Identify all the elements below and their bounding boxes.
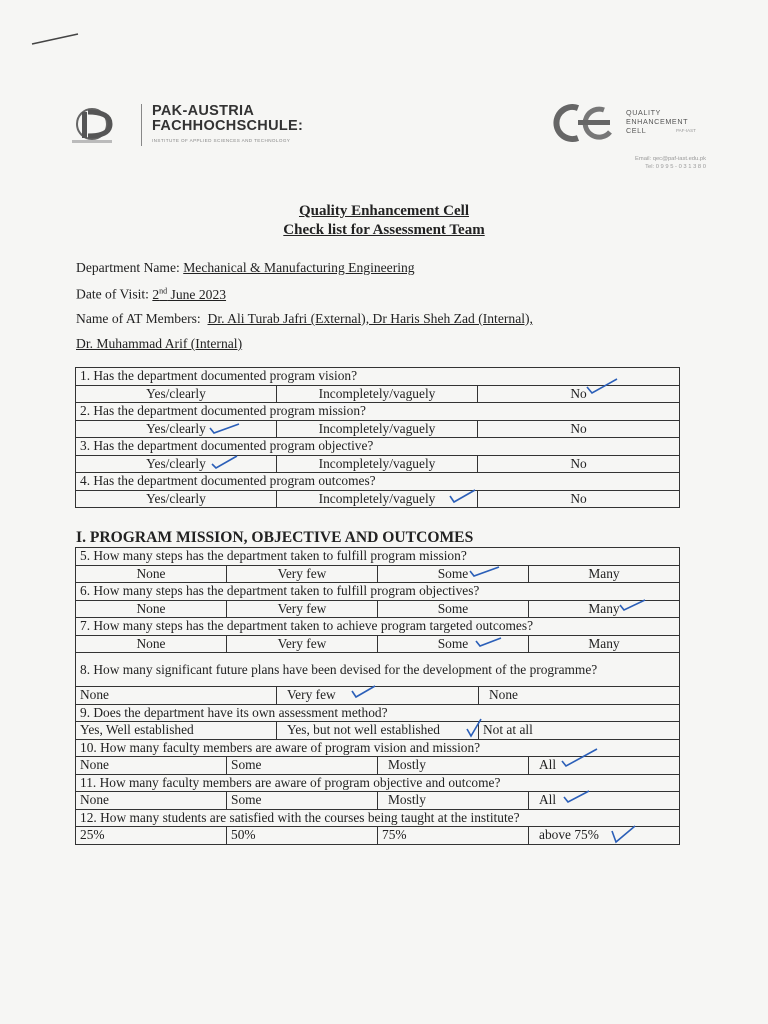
document-title: Quality Enhancement Cell <box>298 203 469 219</box>
options-row <box>76 420 680 438</box>
option-cell[interactable]: Incompletely/vaguely <box>277 420 478 438</box>
option-cell[interactable]: Incompletely/vaguely <box>277 455 478 473</box>
option-cell[interactable]: None <box>76 792 227 810</box>
question-row <box>76 739 680 757</box>
question-row <box>76 473 680 491</box>
option-cell[interactable]: Some <box>378 600 529 618</box>
question-row <box>76 809 680 827</box>
university-subtitle: INSTITUTE OF APPLIED SCIENCES AND TECHNOLOGY <box>152 138 291 143</box>
department-label: Department Name: <box>76 260 180 275</box>
option-cell[interactable]: Yes, Well established <box>76 722 277 740</box>
qec-tag: PAF-IAST <box>676 128 696 133</box>
document-subtitle: Check list for Assessment Team <box>283 222 485 238</box>
question-5: 5. How many steps has the department taken to fulfill program mission? <box>76 548 680 566</box>
department-field <box>76 260 415 276</box>
option-cell[interactable]: Yes/clearly <box>76 455 277 473</box>
checklist-table-vision <box>75 367 680 508</box>
option-cell[interactable]: None <box>76 600 227 618</box>
options-row <box>76 455 680 473</box>
option-cell[interactable]: Some <box>378 635 529 653</box>
option-cell[interactable]: All <box>529 757 680 775</box>
department-value: Mechanical & Manufacturing Engineering <box>183 260 415 275</box>
university-logo-icon <box>70 104 134 148</box>
options-row <box>76 565 680 583</box>
option-cell[interactable]: No <box>478 490 680 508</box>
option-cell[interactable]: None <box>76 687 277 705</box>
university-name-line1: PAK-AUSTRIA <box>152 103 255 119</box>
option-cell[interactable]: Incompletely/vaguely <box>277 385 478 403</box>
qec-line1: QUALITY <box>626 108 661 117</box>
option-cell[interactable]: None <box>479 687 680 705</box>
question-9: 9. Does the department have its own assessment method? <box>76 704 680 722</box>
question-6: 6. How many steps has the department taken to fulfill program objectives? <box>76 583 680 601</box>
university-name-line2: FACHHOCHSCHULE: <box>152 118 304 134</box>
options-row <box>76 722 680 740</box>
question-row <box>76 618 680 636</box>
qec-line3: CELL <box>626 126 647 135</box>
options-row <box>76 490 680 508</box>
option-cell[interactable]: above 75% <box>529 827 680 845</box>
option-cell[interactable]: Yes/clearly <box>76 490 277 508</box>
option-cell[interactable]: Very few <box>227 600 378 618</box>
option-cell[interactable]: 75% <box>378 827 529 845</box>
members-line2: Dr. Muhammad Arif (Internal) <box>76 336 243 351</box>
option-cell[interactable]: Some <box>378 565 529 583</box>
date-rest: June 2023 <box>167 286 227 302</box>
options-row <box>76 385 680 403</box>
members-field <box>76 311 533 327</box>
option-cell[interactable]: None <box>76 757 227 775</box>
option-cell[interactable]: Many <box>529 600 680 618</box>
option-cell[interactable]: Not at all <box>479 722 680 740</box>
option-cell[interactable]: No <box>478 385 680 403</box>
option-cell[interactable]: 25% <box>76 827 227 845</box>
options-row <box>76 687 680 705</box>
date-field <box>76 286 226 303</box>
question-row <box>76 368 680 386</box>
pen-stroke-mark <box>28 30 88 50</box>
options-row <box>76 827 680 845</box>
date-label: Date of Visit: <box>76 286 149 302</box>
qec-logo-icon <box>548 104 622 142</box>
option-cell[interactable]: Yes/clearly <box>76 385 277 403</box>
option-cell[interactable]: Very few <box>277 687 479 705</box>
option-cell[interactable]: Very few <box>227 565 378 583</box>
date-suffix: nd <box>159 286 168 295</box>
qec-email: Email: qec@paf-iast.edu.pk <box>635 156 706 162</box>
options-row <box>76 792 680 810</box>
option-cell[interactable]: Very few <box>227 635 378 653</box>
question-4: 4. Has the department documented program outcomes? <box>76 473 680 491</box>
option-cell[interactable]: Yes/clearly <box>76 420 277 438</box>
option-cell[interactable]: None <box>76 565 227 583</box>
question-3: 3. Has the department documented program objective? <box>76 438 680 456</box>
university-name <box>152 104 303 134</box>
section-heading: I. PROGRAM MISSION, OBJECTIVE AND OUTCOMES <box>76 529 474 546</box>
question-row <box>76 438 680 456</box>
qec-line2: ENHANCEMENT <box>626 117 689 126</box>
option-cell[interactable]: No <box>478 420 680 438</box>
option-cell[interactable]: Some <box>227 757 378 775</box>
options-row <box>76 635 680 653</box>
option-cell[interactable]: All <box>529 792 680 810</box>
qec-contact <box>560 155 706 171</box>
question-8: 8. How many significant future plans have been devised for the development of the programme? <box>76 653 680 687</box>
date-value <box>152 287 226 302</box>
question-row <box>76 548 680 566</box>
members-field-cont <box>76 336 242 352</box>
option-cell[interactable]: Mostly <box>378 792 529 810</box>
date-day: 2 <box>152 286 160 302</box>
question-7: 7. How many steps has the department taken to achieve program targeted outcomes? <box>76 618 680 636</box>
options-row <box>76 600 680 618</box>
members-label: Name of AT Members: <box>76 311 201 326</box>
options-row <box>76 757 680 775</box>
option-cell[interactable]: Many <box>529 565 680 583</box>
question-11: 11. How many faculty members are aware of program objective and outcome? <box>76 774 680 792</box>
option-cell[interactable]: Some <box>227 792 378 810</box>
option-cell[interactable]: Many <box>529 635 680 653</box>
option-cell[interactable]: 50% <box>227 827 378 845</box>
question-row <box>76 774 680 792</box>
question-row <box>76 704 680 722</box>
question-row <box>76 653 680 687</box>
members-line1: Dr. Ali Turab Jafri (External), Dr Haris Sheh Zad (Internal), <box>207 311 533 326</box>
qec-phone: Tel: 0 9 9 5 - 0 3 1 3 8 0 <box>645 164 706 170</box>
question-12: 12. How many students are satisfied with the courses being taught at the institute? <box>76 809 680 827</box>
option-cell[interactable]: None <box>76 635 227 653</box>
question-row <box>76 403 680 421</box>
checklist-table-program <box>75 547 680 845</box>
header-divider <box>141 104 142 146</box>
option-cell[interactable]: Incompletely/vaguely <box>277 490 478 508</box>
question-1: 1. Has the department documented program vision? <box>76 368 680 386</box>
option-cell[interactable]: Yes, but not well established <box>277 722 479 740</box>
question-10: 10. How many faculty members are aware of program vision and mission? <box>76 739 680 757</box>
question-2: 2. Has the department documented program mission? <box>76 403 680 421</box>
option-cell[interactable]: No <box>478 455 680 473</box>
question-row <box>76 583 680 601</box>
option-cell[interactable]: Mostly <box>378 757 529 775</box>
